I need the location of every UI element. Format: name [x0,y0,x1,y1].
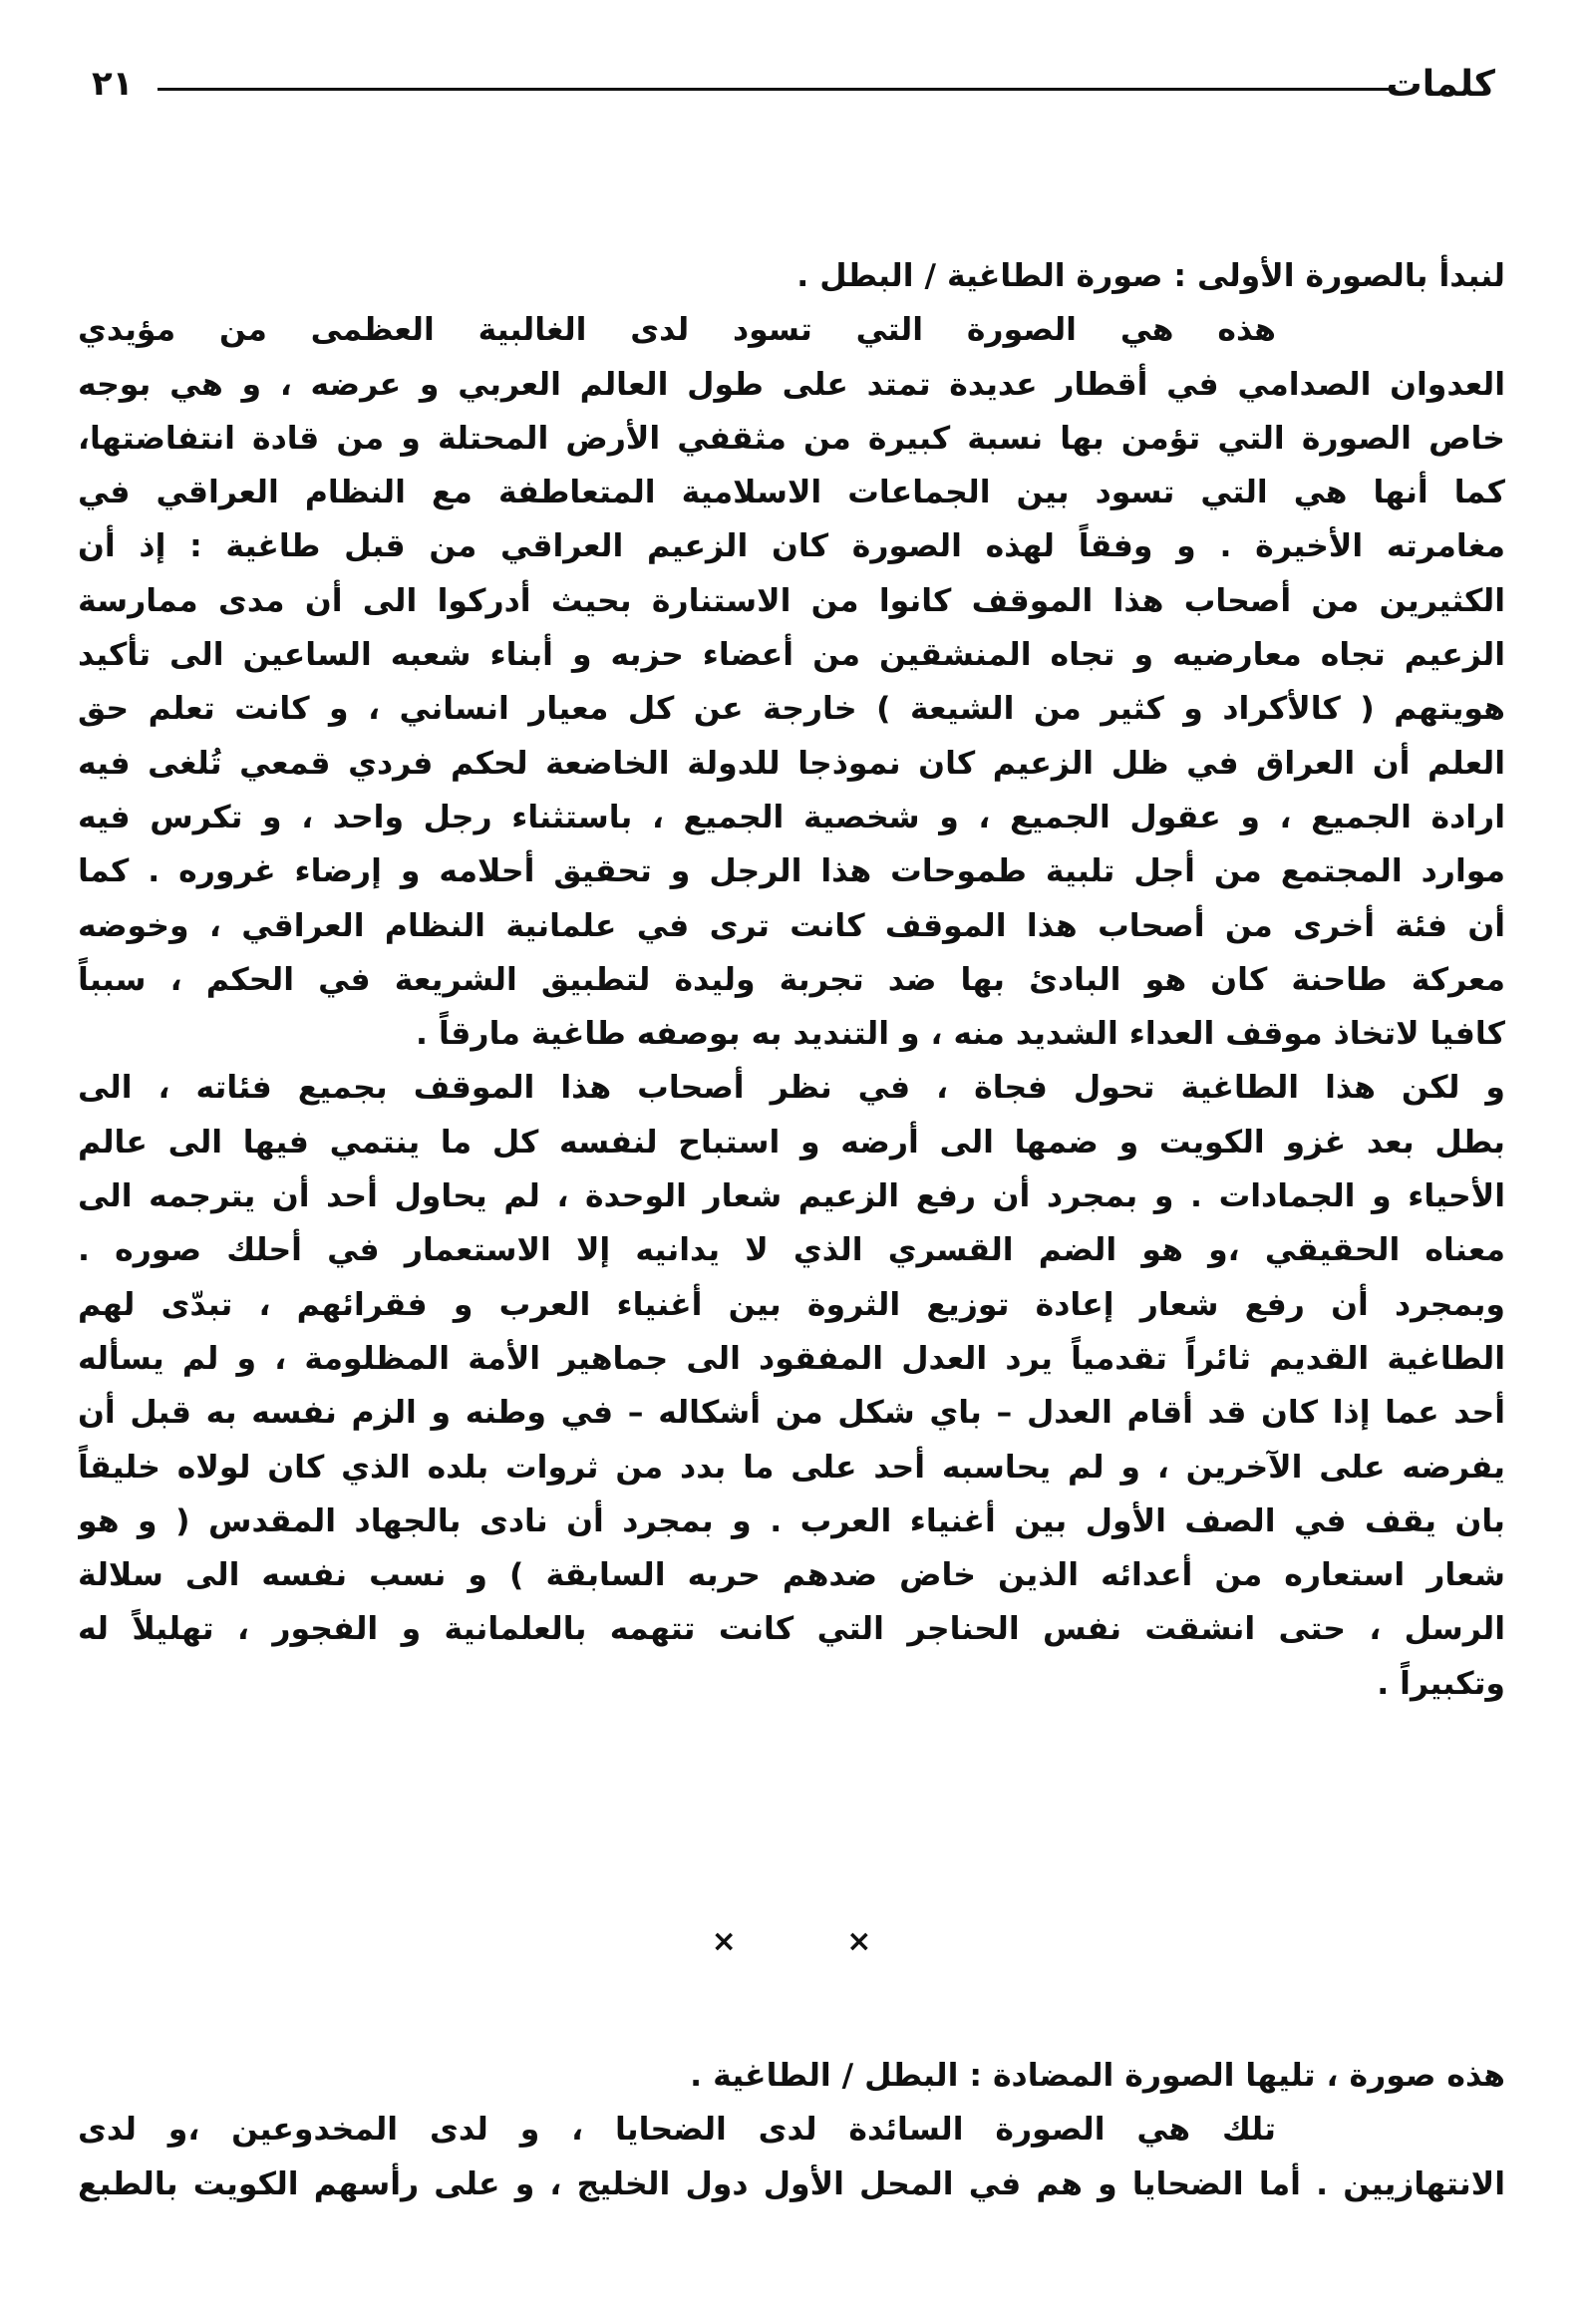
text-line: أحد عما إذا كان قد أقام العدل – باي شكل من أشكاله – في وطنه و الزم نفسه به قبل أن [78,1395,1505,1432]
text-line: الكثيرين من أصحاب هذا الموقف كانوا من الاستنارة بحيث أدركوا الى أن مدى ممارسة [78,582,1505,619]
text-line: لنبدأ بالصورة الأولى : صورة الطاغية / البطل . [796,258,1505,294]
text-line: هذه صورة ، تليها الصورة المضادة : البطل / الطاغية . [690,2058,1505,2094]
text-line: الرسل ، حتى انشقت نفس الحناجر التي كانت تتهمه بالعلمانية و الفجور ، تهليلاً له [78,1611,1505,1648]
text-line: كما أنها هي التي تسود بين الجماعات الاسلامية المتعاطفة مع النظام العراقي في [78,475,1505,511]
running-header [78,62,1505,122]
text-line: الانتهازيين . أما الضحايا و هم في المحل الأول دول الخليج ، و على رأسهم الكويت بالطبع [78,2165,1505,2202]
text-line: موارد المجتمع من أجل تلبية طموحات هذا الرجل و تحقيق أحلامه و إرضاء غروره . كما [78,853,1505,890]
text-line: الأحياء و الجمادات . و بمجرد أن رفع الزعيم شعار الوحدة ، لم يحاول أحد أن يترجمه الى [78,1178,1505,1215]
running-title: كلمات [1386,64,1495,105]
text-line: أن فئة أخرى من أصحاب هذا الموقف كانت ترى في علمانية النظام العراقي ، وخوضه [78,907,1505,944]
text-line: معناه الحقيقي ،و هو الضم القسري الذي لا يدانيه إلا الاستعمار في أحلك صوره . [78,1232,1505,1269]
section-separator [0,1924,1583,1959]
header-rule [158,88,1396,91]
text-line: تلك هي الصورة السائدة لدى الضحايا ، و لدى المخدوعين ،و لدى [78,2112,1276,2149]
section-one-text [78,249,1505,1711]
text-line: و لكن هذا الطاغية تحول فجاة ، في نظر أصحاب هذا الموقف بجميع فئاته ، الى [78,1070,1505,1107]
text-line: مغامرته الأخيرة . و وفقاً لهذه الصورة كان الزعيم العراقي من قبل طاغية : إذ أن [78,528,1505,565]
text-line: بطل بعد غزو الكويت و ضمها الى أرضه و استباح لنفسه كل ما ينتمي فيها الى عالم [78,1124,1505,1161]
text-line: الزعيم تجاه معارضيه و تجاه المنشقين من أعضاء حزبه و أبناء شعبه الساعين الى تأكيد [78,637,1505,674]
text-line: شعار استعاره من أعدائه الذين خاض ضدهم حربه السابقة ) و نسب نفسه الى سلالة [78,1557,1505,1594]
page-number: ٢١ [92,64,134,104]
text-line: كافيا لاتخاذ موقف العداء الشديد منه ، و التنديد به بوصفه طاغية مارقاً . [416,1016,1505,1053]
text-line: العدوان الصدامي في أقطار عديدة تمتد على طول العالم العربي و عرضه ، و هي بوجه [78,366,1505,403]
text-line: العلم أن العراق في ظل الزعيم كان نموذجا للدولة الخاضعة لحكم فردي قمعي تُلغى فيه [78,745,1505,782]
separator-mark: × [711,1924,737,1959]
text-line: وبمجرد أن رفع شعار إعادة توزيع الثروة بين أغنياء العرب و فقرائهم ، تبدّى لهم [78,1286,1505,1323]
separator-mark: × [846,1924,872,1959]
text-line: وتكبيراً . [1377,1665,1505,1702]
text-line: هويتهم ( كالأكراد و كثير من الشيعة ) خارجة عن كل معيار انساني ، و كانت تعلم حق [78,691,1505,728]
text-line: هذه هي الصورة التي تسود لدى الغالبية العظمى من مؤيدي [78,312,1276,349]
section-two-text [78,2049,1505,2211]
text-line: يفرضه على الآخرين ، و لم يحاسبه أحد على ما بدد من ثروات بلده الذي كان لولاه خليقاً [78,1449,1505,1486]
text-line: ارادة الجميع ، و عقول الجميع ، و شخصية الجميع ، باستثناء رجل واحد ، و تكرس فيه [78,799,1505,835]
text-line: معركة طاحنة كان هو البادئ بها ضد تجربة وليدة لتطبيق الشريعة في الحكم ، سبباً [78,961,1505,998]
text-line: بان يقف في الصف الأول بين أغنياء العرب . و بمجرد أن نادى بالجهاد المقدس ( و هو [78,1502,1505,1539]
text-line: خاص الصورة التي تؤمن بها نسبة كبيرة من مثقفي الأرض المحتلة و من قادة انتفاضتها، [78,420,1505,457]
text-line: الطاغية القديم ثائراً تقدمياً يرد العدل المفقود الى جماهير الأمة المظلومة ، و لم يسأله [78,1340,1505,1377]
